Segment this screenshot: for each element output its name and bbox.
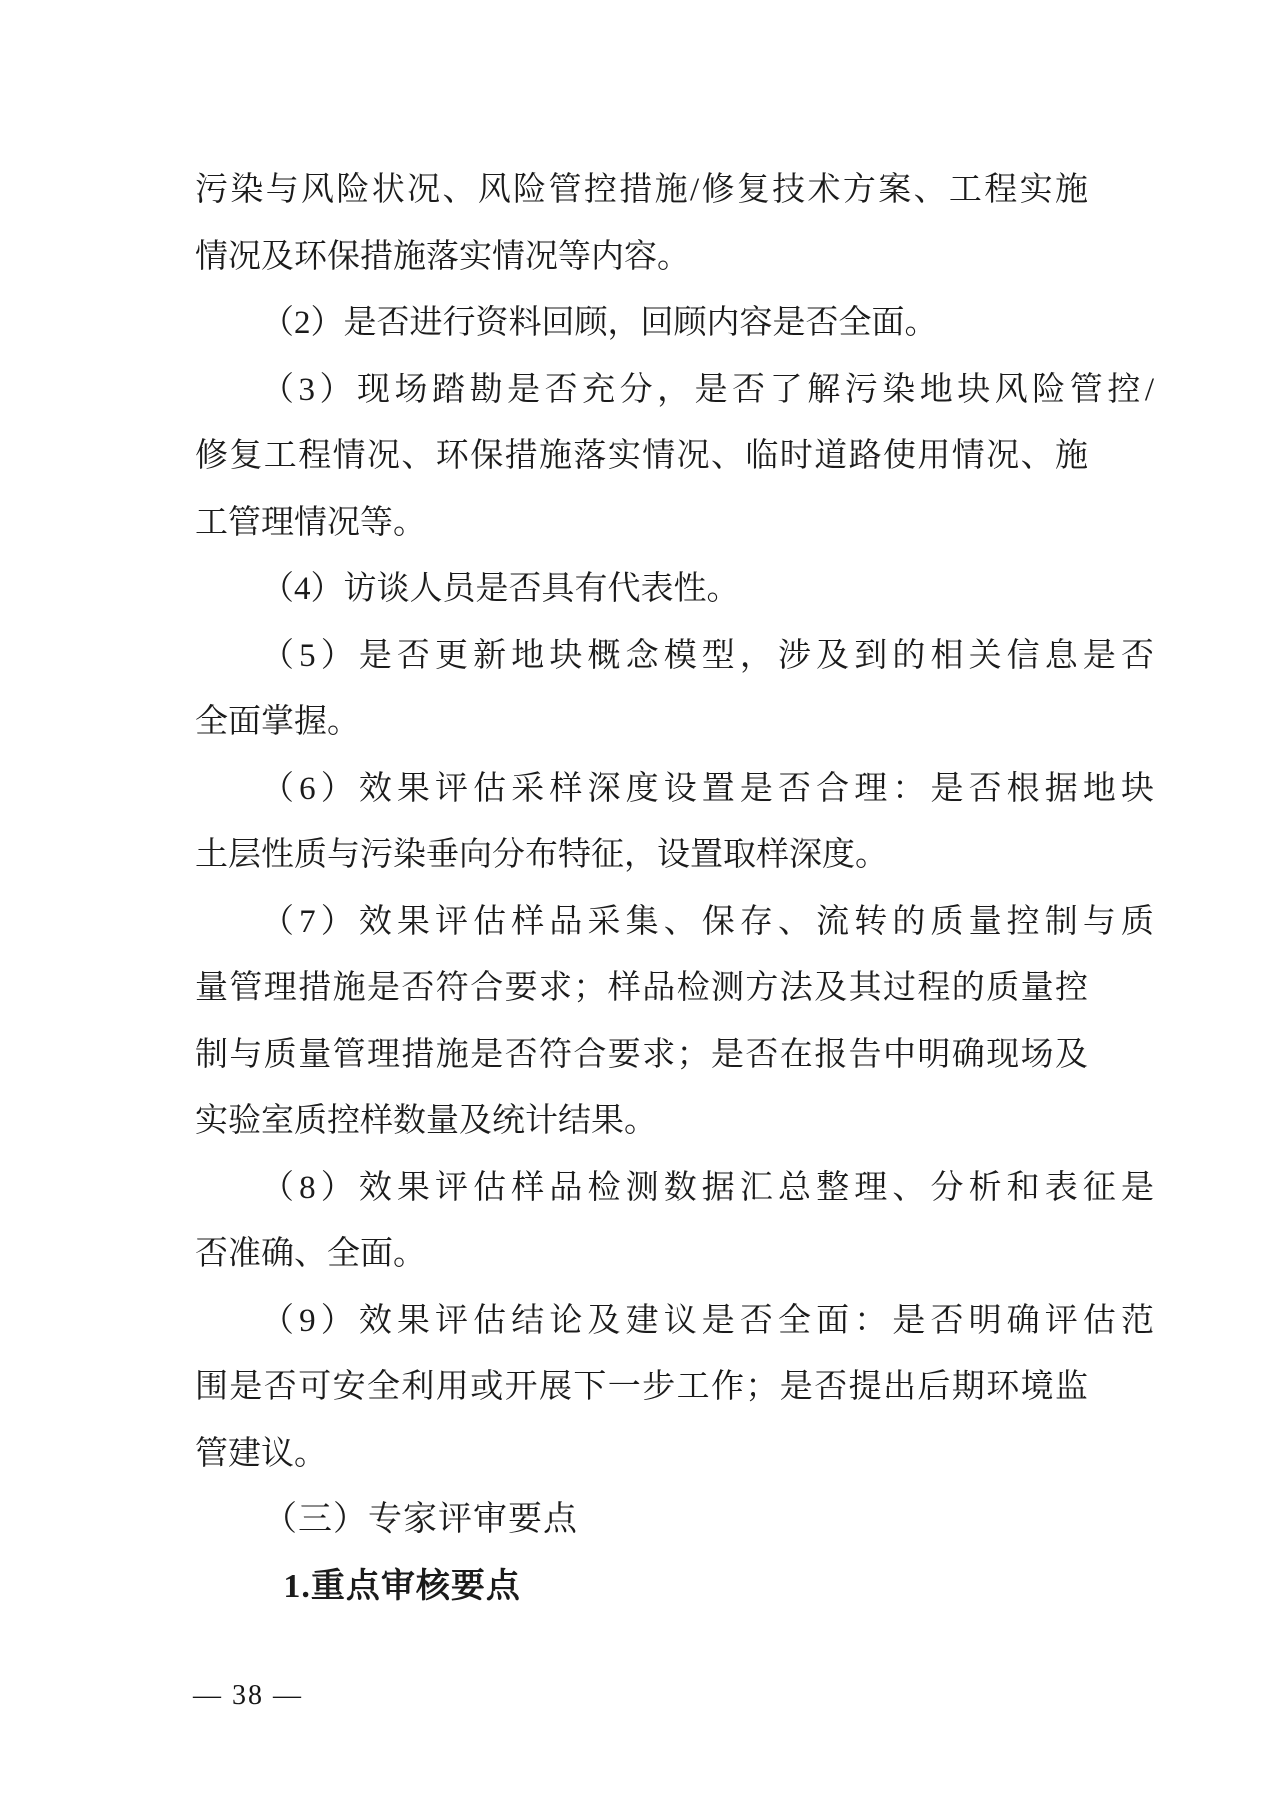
text-line: 情况及环保措施落实情况等内容。	[195, 238, 690, 275]
text-line: 工管理情况等。	[195, 504, 426, 541]
text-line: 全面掌握。	[195, 704, 360, 740]
text-line: （2）是否进行资料回顾，回顾内容是否全面。	[261, 305, 938, 341]
text-line: （6）效果评估采样深度设置是否合理：是否根据地块	[261, 770, 1154, 807]
text-line: （4）访谈人员是否具有代表性。	[261, 571, 740, 607]
text-line: （三）专家评审要点	[263, 1501, 578, 1538]
text-line: 制与质量管理措施是否符合要求；是否在报告中明确现场及	[195, 1036, 1088, 1073]
text-line: （5）是否更新地块概念模型，涉及到的相关信息是否	[261, 637, 1154, 674]
text-line: 污染与风险状况、风险管控措施/修复技术方案、工程实施	[195, 172, 1088, 208]
text-line: 实验室质控样数量及统计结果。	[195, 1103, 657, 1139]
text-line: 否准确、全面。	[195, 1236, 426, 1272]
text-line: 围是否可安全利用或开展下一步工作；是否提出后期环境监	[195, 1369, 1088, 1405]
text-line: 修复工程情况、环保措施落实情况、临时道路使用情况、施	[195, 438, 1088, 474]
text-line: （8）效果评估样品检测数据汇总整理、分析和表征是	[261, 1169, 1154, 1206]
text-line: （7）效果评估样品采集、保存、流转的质量控制与质	[261, 903, 1154, 940]
text-line: （9）效果评估结论及建议是否全面：是否明确评估范	[261, 1302, 1154, 1339]
text-line: 土层性质与污染垂向分布特征，设置取样深度。	[195, 837, 888, 873]
text-line: 量管理措施是否符合要求；样品检测方法及其过程的质量控	[195, 970, 1088, 1006]
page-number: — 38 —	[193, 1680, 303, 1711]
text-line: （3）现场踏勘是否充分，是否了解污染地块风险管控/	[261, 371, 1154, 408]
document-body	[195, 157, 1154, 1620]
text-line: 1.重点审核要点	[283, 1567, 521, 1605]
text-line: 管建议。	[195, 1435, 327, 1472]
